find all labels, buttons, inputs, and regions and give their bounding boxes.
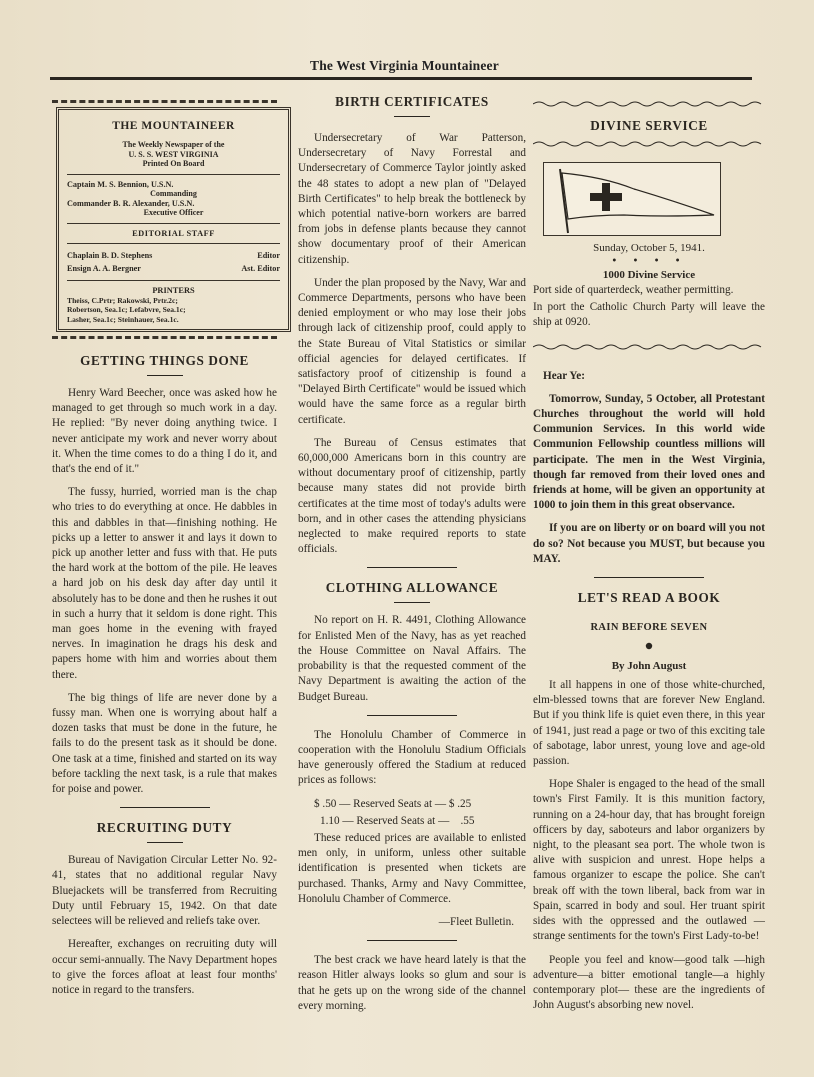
bullet-ornament [533, 635, 765, 654]
printers-line-3: Lasher, Sea.1c; Steinhauer, Sea.1c. [67, 314, 179, 324]
birth-certificates-p1: Undersecretary of War Patterson, Undersecretary of Navy Forrestal and Undersecretary of Commerce Taylor jointly asked the 48 states to adopt a new plan of "Delayed Birth Certificates" to help break the bottleneck by which potential native-born workers are barred from jobs in defense plants because they cannot show documentary proof of their American citizenship. [298, 132, 526, 266]
recruiting-duty-title: RECRUITING DUTY [96, 820, 233, 836]
divider [67, 223, 280, 224]
honolulu-p2: These reduced prices are available to enlisted men only, in uniform, unless other suitable identification is presented when tickets are purchased. Thanks, Army and Navy Committee, Honolulu Chamber of Commerce. [298, 831, 526, 905]
captain: Captain M. S. Bennion, U.S.N. [67, 179, 174, 189]
book-p1: It all happens in one of those white-churched, elm-blessed towns that are forever New England. But if you think life is quiet even there, in this year of 1941, just read a page or two of this exciting tale of sabotage, labor unrest, young love and age-old passion. [533, 679, 765, 768]
getting-things-done-p1: Henry Ward Beecher, once was asked how he managed to get through so much work in a day. He replied: "By never doing anything twice. I never anticipate my work and never worry about it. When the time comes to do a thing I do it, and that's the end of it." [52, 387, 277, 476]
hear-ye-p2: If you are on liberty or on board will you not do so? Not because you MUST, but because you MAY. [533, 522, 765, 565]
column-right [533, 96, 765, 1021]
commander: Commander B. R. Alexander, U.S.N. [67, 198, 195, 208]
staff-row-ensign [67, 262, 280, 275]
getting-things-done-p3: The big things of life are never done by a fussy man. When one is worrying about half a dozen tasks that must be done in the future, he fails to do the present task as it should be done. One task at a time, finished and started on its way before tackling the next task, is a rule that makes for poise and power. [52, 691, 277, 796]
title-underline [394, 116, 430, 117]
book-title: RAIN BEFORE SEVEN [590, 622, 708, 634]
wave-rule-bottom [533, 343, 765, 351]
chaplain: Chaplain B. D. Stephens [67, 251, 153, 260]
hear-ye-p1: Tomorrow, Sunday, 5 October, all Protestant Churches throughout the world will hold Communion Services. In this world wide Communion Fellowship countless millions will participate. The men in the West Virginia, though far removed from their loved ones and friends at home, will be given an opportunity at 1000 to join them in this great observance. [533, 392, 765, 512]
staff-heading: EDITORIAL STAFF [132, 228, 215, 238]
honolulu-source: —Fleet Bulletin. [438, 915, 514, 928]
church-pennant-svg [544, 163, 720, 235]
divider [67, 280, 280, 281]
mountaineer-box [56, 107, 291, 332]
service-date: Sunday, October 5, 1941. [593, 242, 705, 254]
divider [67, 174, 280, 175]
staff-row-chaplain [67, 249, 280, 262]
getting-things-done-p2: The fussy, hurried, worried man is the chap who tries to do everything at once. He dabbles in this and dabbles in that—finishing nothing. He picks up a letter to answer it and lays it down to pick up another letter and fuss with that. He puts the hard work at the bottom of the pile. He leaves a hard job on his desk day after day until it absolutely has to be done and then he rushes it out in such a hurry that it seldom is done right. This man goes home in the evening with frayed nerves. In imagination he drags his desk and papers home with him and worries about them there. [52, 486, 277, 681]
divine-service-p2: In port the Catholic Church Party will leave the ship at 0920. [533, 301, 765, 329]
mountaineer-title: THE MOUNTAINEER [112, 120, 235, 132]
title-underline [147, 842, 183, 843]
clothing-allowance-title: CLOTHING ALLOWANCE [325, 580, 499, 596]
book-p3: People you feel and know—good talk —high adventure—a bitter emotional tangle—a highly contemporary plot— these are the ingredients of John August's absorbing new novel. [533, 953, 765, 1012]
chaplain-role: Editor [257, 251, 280, 260]
service-time-heading: 1000 Divine Service [602, 269, 696, 281]
birth-certificates-p3: The Bureau of Census estimates that 60,000,000 Americans born in this country are without documentary proof of citizenship, partly because many states did not provide birth certificates at the time most of today's adults were born, and in other cases the attending physicians neglected to make required reports to state officials. [298, 436, 526, 556]
wave-rule [533, 140, 765, 148]
section-separator [120, 807, 210, 808]
tagline-3: Printed On Board [142, 159, 205, 168]
section-separator [367, 567, 457, 568]
section-separator [367, 715, 457, 716]
crack-p1: The best crack we have heard lately is that the reason Hitler always looks so glum and sour is that he gets up on the wrong side of the channel every morning. [298, 954, 526, 1012]
wave-rule-top [533, 100, 765, 108]
divine-service-p1: Port side of quarterdeck, weather permitting. [533, 284, 734, 296]
honolulu-price-1: $ .50 — Reserved Seats at — $ .25 [314, 797, 472, 810]
birth-certificates-p2: Under the plan proposed by the Navy, War and Commerce Departments, persons who have been denied employment or who may lose their jobs through lack of citizenship proof, could apply to the State Bureau of Vital Statistics or similar official agencies for delayed certificates. If satisfactory proof of citizenship is found a "Delayed Birth Certificate" would be issued which would have the same force as a regular birth certificate. [298, 276, 526, 426]
honolulu-p1: The Honolulu Chamber of Commerce in cooperation with the Honolulu Stadium Officials have generously offered the Stadium at reduced prices as follows: [298, 728, 526, 787]
birth-certificates-title: BIRTH CERTIFICATES [335, 94, 489, 109]
clothing-allowance-p1: No report on H. R. 4491, Clothing Allowance for Enlisted Men of the Navy, has as yet reached the House Committee on Naval Affairs. The probability is that the requested comment of the Navy Department is awaiting the action of the Budget Bureau. [298, 614, 526, 703]
column-middle [298, 94, 526, 1022]
getting-things-done-title: GETTING THINGS DONE [80, 353, 249, 368]
title-underline [147, 375, 183, 376]
section-separator [594, 577, 704, 578]
ensign: Ensign A. A. Bergner [67, 264, 141, 273]
captain-role: Commanding [150, 189, 197, 198]
printers-heading: PRINTERS [152, 286, 195, 295]
book-section-title: LET'S READ A BOOK [577, 590, 721, 606]
mountaineer-box-border [52, 100, 280, 339]
printers-line-1: Theiss, C.Prtr; Rakowski, Prtr.2c; [67, 295, 178, 305]
divine-service-title: DIVINE SERVICE [590, 118, 708, 133]
church-pennant-icon [543, 162, 721, 236]
recruiting-duty-p2: Hereafter, exchanges on recruiting duty will occur semi-annually. The Navy Department hopes to give the forces afloat at least four months' notice in regard to the transfers. [52, 938, 277, 996]
book-author: By John August [611, 660, 687, 673]
masthead-rule [50, 77, 752, 80]
masthead: The West Virginia Mountaineer [310, 58, 499, 73]
title-underline [394, 602, 430, 603]
column-left [52, 100, 280, 1006]
book-p2: Hope Shaler is engaged to the head of the small town's First Family. It is this munition factory, running on a 24-hour day, that has brought foreign officers by day, saboteurs and labor organizers by night, to the pleasant sea port. The whole twon is alive with suspicion and unrest. Hope helps a famous organizer to escape the police. She can't break off with the town liberal, back from war in Spain, scarred in body and soul. Her truant spirit sides with the oppressed and the outlawed — strange sentiments for the town's First Lady-to-be! [533, 778, 765, 943]
divider [67, 243, 280, 244]
ensign-role: Ast. Editor [241, 264, 280, 273]
tagline-2: U. S. S. WEST VIRGINIA [128, 149, 219, 159]
dots-ornament: • • • • [611, 256, 687, 267]
hear-ye-title: Hear Ye: [543, 369, 585, 382]
honolulu-price-2: 1.10 — Reserved Seats at — .55 [320, 814, 475, 827]
commander-role: Executive Officer [143, 208, 204, 217]
tagline-1: The Weekly Newspaper of the [122, 140, 225, 149]
recruiting-duty-p1: Bureau of Navigation Circular Letter No. 92-41, states that no additional regular Navy Bluejackets will be transferred from Recruiting Duty until February 15, 1942. On that date selectees will be relieved and reliefs take over. [52, 854, 277, 928]
section-separator [367, 940, 457, 941]
printers-line-2: Robertson, Sea.1c; Lefabvre, Sea.1c; [67, 305, 186, 314]
bullet-icon [645, 642, 653, 650]
